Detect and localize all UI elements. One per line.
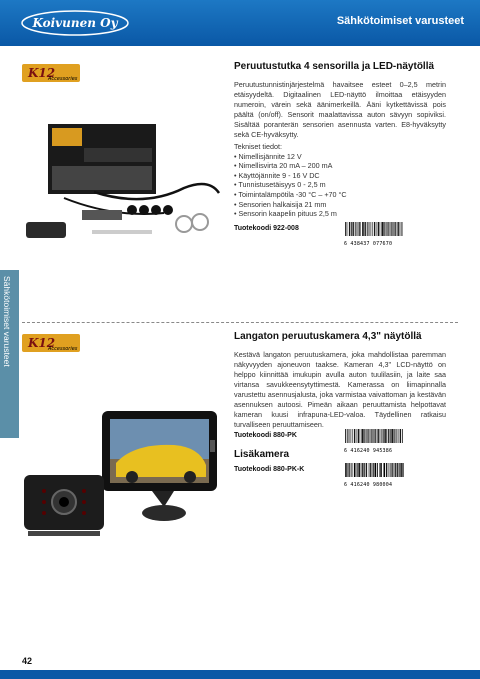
product-code: Tuotekoodi 880-PK-K — [234, 466, 305, 473]
svg-text:K12: K12 — [28, 336, 56, 350]
product-description: Kestävä langaton peruutuskamera, joka mahdollistaa paremman näkyvyyden ajoneuvon taakse. Kameran 4,3" LCD-näyttö on helppo kiinnittää imukupin avulla auton tuulilasiin, ja laite saa virtansa savukkeensytyttimestä. Kamerassa on liimapinnalla varustettu asennusjalusta, joka varmistaa vaivattoman ja kestävän asennuksen autoosi. Pimeän aikaan peruuttamista helpottavat kameran kuusi infrapuna-LED-valoa. Täydellinen ratkaisu turvalliseen peruuttamiseen. — [234, 350, 446, 429]
barcode-bars — [344, 463, 404, 477]
product-title: Langaton peruutuskamera 4,3" näytöllä — [234, 331, 422, 342]
barcode-bars — [344, 429, 404, 443]
svg-text:K12: K12 — [28, 66, 56, 80]
spec-item: • Tunnistusetäisyys 0 - 2,5 m — [234, 180, 446, 190]
side-tab — [0, 270, 19, 438]
spec-item: • Nimellisvirta 20 mA – 200 mA — [234, 161, 446, 171]
page-header — [0, 0, 480, 46]
brand-logo — [22, 62, 82, 84]
section-title: Sähkötoimiset varusteet — [336, 15, 464, 27]
product-description: Peruutustunnistinjärjestelmä havaitsee esteet 0–2,5 metrin etäisyydeltä. Digitaalinen LED-näyttö ilmoittaa etäisyyden numeroin, värein sekä äänimerkeillä. Ääni kytkettävissä pois päältä (on/off). Sensorit maalattavissa auton sävyyn sopiviksi. Sisältää poranterän sensorien asennusta varten. E8-hyväksytty sekä CE-hyväksytty. — [234, 80, 446, 139]
page-number: 42 — [22, 656, 33, 666]
product-code: Tuotekoodi 922-008 — [234, 225, 299, 232]
spec-item: • Nimellisjännite 12 V — [234, 152, 446, 162]
spec-item: • Sensorien halkaisija 21 mm — [234, 200, 446, 210]
spec-item: • Toimintalämpötila -30 °C – +70 °C — [234, 190, 446, 200]
company-logo-text: Koivunen Oy — [32, 16, 118, 30]
barcode — [344, 463, 404, 488]
barcode — [344, 429, 404, 454]
parking-sensor-kit-image — [24, 118, 229, 248]
barcode-number: 6 438437 077670 — [344, 241, 393, 247]
reverse-camera-image — [24, 405, 224, 595]
product-title: Peruutustutka 4 sensorilla ja LED-näytöllä — [234, 61, 435, 72]
barcode-number: 6 416240 945386 — [344, 448, 393, 454]
barcode-bars — [344, 222, 404, 236]
company-logo — [20, 8, 130, 38]
specs-heading: Tekniset tiedot: — [234, 142, 282, 151]
spec-item: • Sensorin kaapelin pituus 2,5 m — [234, 209, 446, 219]
technical-specs — [234, 142, 446, 219]
brand-logo — [22, 332, 82, 354]
product-code: Tuotekoodi 880-PK — [234, 432, 297, 439]
barcode — [344, 222, 404, 247]
spec-item: • Käyttöjännite 9 - 16 V DC — [234, 171, 446, 181]
svg-text:Accessories: Accessories — [48, 76, 78, 82]
svg-text:Accessories: Accessories — [48, 346, 78, 352]
side-tab-label: Sähkötoimiset varusteet — [2, 276, 12, 367]
page-footer-bar — [0, 670, 480, 679]
extra-camera-title: Lisäkamera — [234, 449, 290, 460]
section-divider — [22, 322, 458, 323]
barcode-number: 6 416240 980004 — [344, 482, 393, 488]
